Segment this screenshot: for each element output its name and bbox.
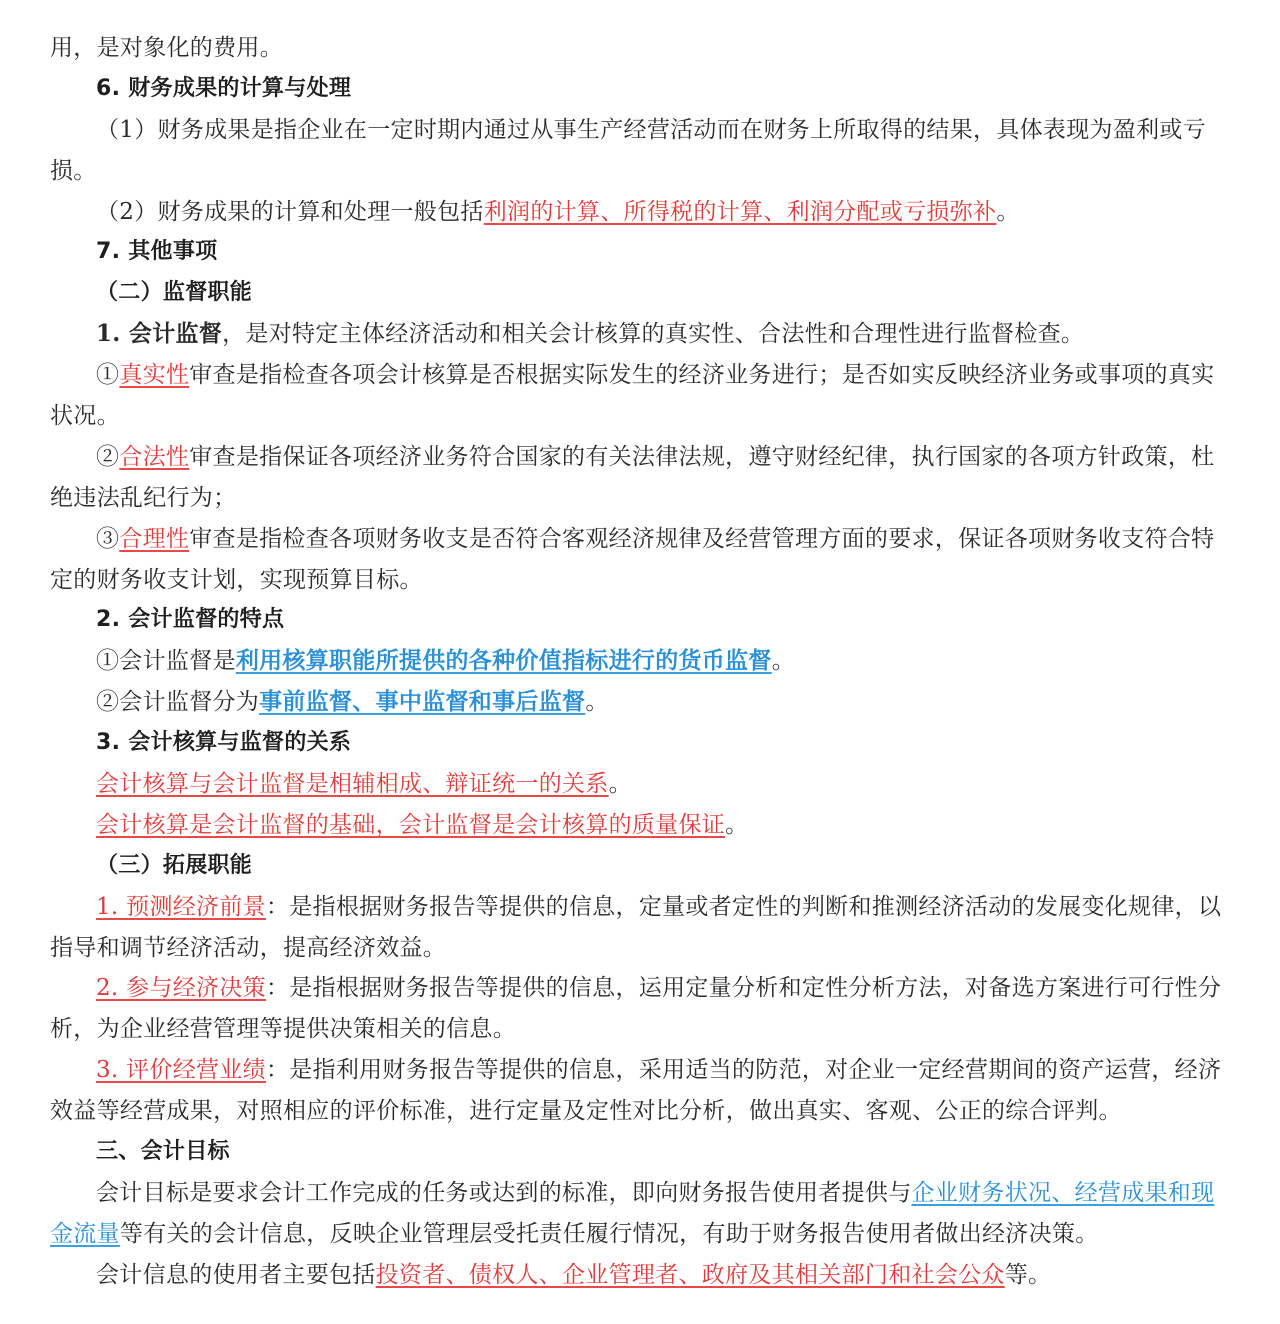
text-line: 1. 预测经济前景：是指根据财务报告等提供的信息，定量或者定性的判断和推测经济活动的发展变化规律，以 <box>96 893 1222 920</box>
section-heading: 3. 会计核算与监督的关系 <box>96 730 352 756</box>
highlight-blue: 事前监督、事中监督和事后监督 <box>259 688 586 716</box>
text-line: 1. 会计监督，是对特定主体经济活动和相关会计核算的真实性、合法性和合理性进行监督检查。 <box>96 320 1085 348</box>
text-line: （1）财务成果是指企业在一定时期内通过从事生产经营活动而在财务上所取得的结果，具体表现为盈利或亏 <box>96 116 1207 143</box>
text-line: 指导和调节经济活动，提高经济效益。 <box>50 934 447 961</box>
section-heading: 7. 其他事项 <box>96 239 218 265</box>
text-line: 会计目标是要求会计工作完成的任务或达到的标准，即向财务报告使用者提供与企业财务状况、经营成果和现 <box>96 1179 1215 1206</box>
text-line: ②合法性审查是指保证各项经济业务符合国家的有关法律法规，遵守财经纪律，执行国家的各项方针政策，杜 <box>96 443 1215 470</box>
text-line: 损。 <box>50 157 97 184</box>
highlight-red: 合法性 <box>119 443 190 470</box>
text-line: 析，为企业经营管理等提供决策相关的信息。 <box>50 1016 516 1043</box>
text-line: 3. 评价经营业绩：是指利用财务报告等提供的信息，采用适当的防范，对企业一定经营期间的资产运营，经济 <box>96 1057 1222 1084</box>
text-line: 会计信息的使用者主要包括投资者、债权人、企业管理者、政府及其相关部门和社会公众等。 <box>96 1261 1052 1288</box>
highlight-red: 会计核算是会计监督的基础，会计监督是会计核算的质量保证 <box>96 811 726 838</box>
section-heading: （三）拓展职能 <box>96 852 253 878</box>
text-line: ①会计监督是利用核算职能所提供的各种价值指标进行的货币监督。 <box>96 647 796 675</box>
text-line: 用，是对象化的费用。 <box>50 35 283 61</box>
highlight-red: 3. 评价经营业绩 <box>96 1057 266 1084</box>
highlight-red: 合理性 <box>119 525 190 552</box>
highlight-red: 会计核算与会计监督是相辅相成、辩证统一的关系 <box>96 771 609 798</box>
text-line: 会计核算是会计监督的基础，会计监督是会计核算的质量保证。 <box>96 811 749 838</box>
highlight-red: 投资者、债权人、企业管理者、政府及其相关部门和社会公众 <box>375 1261 1005 1288</box>
text-line: （2）财务成果的计算和处理一般包括利润的计算、所得税的计算、利润分配或亏损弥补。 <box>96 198 1020 225</box>
bold-term: 1. 会计监督 <box>96 320 223 348</box>
text-line: ③合理性审查是指检查各项财务收支是否符合客观经济规律及经营管理方面的要求，保证各项财务收支符合特 <box>96 525 1215 552</box>
section-heading: （二）监督职能 <box>96 280 253 306</box>
highlight-red: 利润的计算、所得税的计算、利润分配或亏损弥补 <box>483 198 997 225</box>
highlight-blue: 企业财务状况、经营成果和现 <box>911 1179 1215 1206</box>
highlight-blue: 利用核算职能所提供的各种价值指标进行的货币监督 <box>235 647 772 675</box>
highlight-red: 1. 预测经济前景 <box>96 893 266 920</box>
text-line: 效益等经营成果，对照相应的评价标准，进行定量及定性对比分析，做出真实、客观、公正的综合评判。 <box>50 1098 1122 1125</box>
text-line: 2. 参与经济决策：是指根据财务报告等提供的信息，运用定量分析和定性分析方法，对备选方案进行可行性分 <box>96 975 1222 1002</box>
text-line: 会计核算与会计监督是相辅相成、辩证统一的关系。 <box>96 771 632 798</box>
section-heading: 2. 会计监督的特点 <box>96 607 285 633</box>
section-heading: 6. 财务成果的计算与处理 <box>96 75 352 101</box>
section-heading: 三、会计目标 <box>96 1139 230 1165</box>
text-line: ②会计监督分为事前监督、事中监督和事后监督。 <box>96 688 609 716</box>
text-line: 绝违法乱纪行为； <box>50 484 237 511</box>
highlight-blue: 金流量 <box>50 1220 120 1247</box>
text-line: 定的财务收支计划，实现预算目标。 <box>50 566 423 593</box>
text-line: ①真实性审查是指检查各项会计核算是否根据实际发生的经济业务进行；是否如实反映经济业务或事项的真实 <box>96 362 1215 389</box>
text-line: 金流量等有关的会计信息，反映企业管理层受托责任履行情况，有助于财务报告使用者做出经济决策。 <box>50 1220 1099 1247</box>
text-line: 状况。 <box>50 403 120 430</box>
highlight-red: 真实性 <box>119 362 190 389</box>
highlight-red: 2. 参与经济决策 <box>96 975 266 1002</box>
